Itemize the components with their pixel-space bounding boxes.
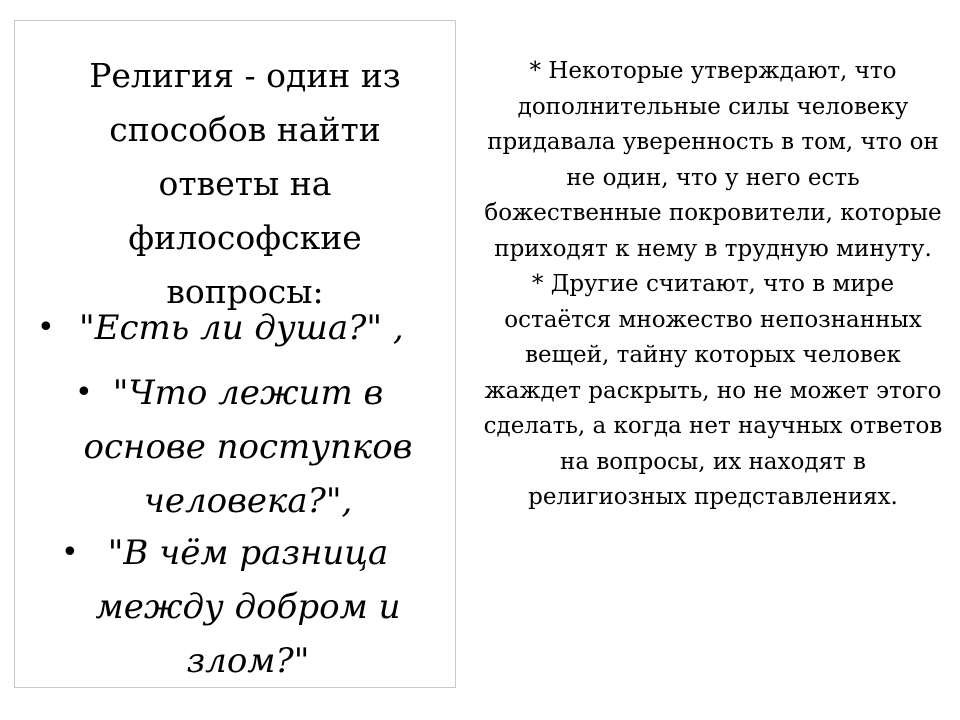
paragraph-supporters: * Некоторые утверждают, что дополнительные силы человеку придавала уверенность в том, что он не один, что у него есть божественные покровители, которые приходят к нему в трудную минуту.: [484, 58, 942, 262]
paragraph-others: * Другие считают, что в мире остаётся множество непознанных вещей, тайну которых человек жаждет раскрыть, но не может этого сделать, а когда нет научных ответов на вопросы, их находят в религиозных представлениях.: [483, 271, 943, 510]
bullet-icon: •: [61, 535, 79, 570]
bullet-icon: •: [37, 310, 55, 345]
left-text-panel: [14, 20, 456, 688]
question-text: "В чём разница между добром и злом?": [95, 533, 401, 681]
list-item: [15, 526, 457, 688]
list-item: [15, 301, 457, 355]
list-item: [15, 366, 457, 528]
intro-text: Религия - один из способов найти ответы на философские вопросы:: [89, 56, 401, 311]
question-text: "Что лежит в основе поступков человека?",: [83, 373, 413, 521]
question-text: "Есть ли душа?" ,: [79, 308, 404, 348]
right-text-panel: [478, 54, 948, 516]
bullet-icon: •: [75, 375, 93, 410]
